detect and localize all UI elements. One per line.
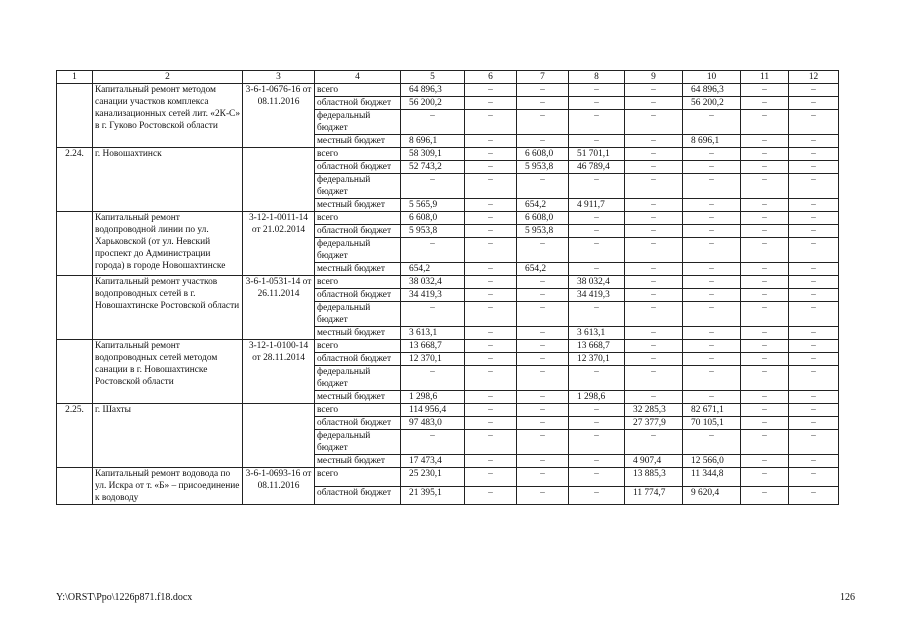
document-ref [243,148,315,212]
value-cell: – [789,289,839,302]
value-cell: 654,2 [517,199,569,212]
table-row [57,468,839,487]
value-cell: – [569,263,625,276]
value-cell: – [517,353,569,366]
value-cell: – [465,302,517,327]
value-cell: 4 907,4 [625,455,683,468]
value-cell: – [789,135,839,148]
value-cell: – [465,468,517,487]
funding-type: федеральный бюджет [315,174,401,199]
value-cell: – [569,455,625,468]
funding-type: местный бюджет [315,391,401,404]
value-cell: 654,2 [401,263,465,276]
value-cell: – [569,486,625,505]
funding-type: областной бюджет [315,353,401,366]
document-ref: 3-6-1-0676-16 от 08.11.2016 [243,84,315,148]
value-cell: – [741,353,789,366]
value-cell: 9 620,4 [683,486,741,505]
value-cell: – [741,417,789,430]
document-ref [243,404,315,468]
value-cell: – [465,455,517,468]
table-body [57,84,839,505]
value-cell: – [741,174,789,199]
value-cell: – [569,404,625,417]
value-cell: 3 613,1 [569,327,625,340]
funding-type: областной бюджет [315,225,401,238]
value-cell: – [569,97,625,110]
column-header: 12 [789,71,839,84]
value-cell: – [789,238,839,263]
value-cell: – [569,174,625,199]
value-cell: – [683,212,741,225]
value-cell: – [465,135,517,148]
value-cell: 13 885,3 [625,468,683,487]
funding-type: всего [315,84,401,97]
object-name: Капитальный ремонт водопроводной линии по ул. Харьковской (от ул. Невский проспект до Администрации города) в городе Новошахтинске [93,212,243,276]
value-cell: – [465,161,517,174]
value-cell: – [741,135,789,148]
value-cell: – [401,174,465,199]
value-cell: 51 701,1 [569,148,625,161]
value-cell: – [789,486,839,505]
value-cell: 12 370,1 [401,353,465,366]
value-cell: – [465,148,517,161]
value-cell: 34 419,3 [401,289,465,302]
value-cell: – [741,468,789,487]
value-cell: – [789,174,839,199]
value-cell: – [789,212,839,225]
value-cell: – [517,404,569,417]
value-cell: – [741,276,789,289]
funding-type: федеральный бюджет [315,430,401,455]
value-cell: – [517,174,569,199]
table-row [57,148,839,161]
value-cell: – [517,486,569,505]
value-cell: – [741,340,789,353]
value-cell: – [465,430,517,455]
value-cell: – [789,366,839,391]
column-header: 1 [57,71,93,84]
value-cell: 27 377,9 [625,417,683,430]
value-cell: – [517,417,569,430]
value-cell: – [465,212,517,225]
object-name: г. Шахты [93,404,243,468]
value-cell: – [789,327,839,340]
value-cell: – [517,366,569,391]
value-cell: 13 668,7 [569,340,625,353]
value-cell: – [401,366,465,391]
value-cell: – [625,366,683,391]
funding-type: всего [315,404,401,417]
funding-type: всего [315,468,401,487]
funding-type: областной бюджет [315,417,401,430]
value-cell: – [401,430,465,455]
value-cell: – [517,110,569,135]
value-cell: – [683,174,741,199]
funding-type: всего [315,212,401,225]
value-cell: – [741,148,789,161]
funding-type: местный бюджет [315,263,401,276]
value-cell: – [625,353,683,366]
funding-type: федеральный бюджет [315,302,401,327]
value-cell: 64 896,3 [401,84,465,97]
value-cell: 654,2 [517,263,569,276]
value-cell: – [789,353,839,366]
value-cell: 6 608,0 [401,212,465,225]
value-cell: – [625,327,683,340]
value-cell: – [741,212,789,225]
column-header: 11 [741,71,789,84]
funding-type: федеральный бюджет [315,110,401,135]
value-cell: – [683,148,741,161]
value-cell: – [465,289,517,302]
value-cell: – [741,430,789,455]
funding-type: всего [315,148,401,161]
value-cell: 25 230,1 [401,468,465,487]
value-cell: – [517,430,569,455]
value-cell: – [625,238,683,263]
value-cell: 4 911,7 [569,199,625,212]
value-cell: 5 953,8 [517,161,569,174]
value-cell: 6 608,0 [517,148,569,161]
value-cell: – [569,110,625,135]
value-cell: – [625,161,683,174]
value-cell: – [741,455,789,468]
value-cell: – [789,455,839,468]
value-cell: – [789,391,839,404]
value-cell: – [625,135,683,148]
value-cell: 64 896,3 [683,84,741,97]
value-cell: – [683,263,741,276]
funding-type: областной бюджет [315,161,401,174]
value-cell: – [683,302,741,327]
value-cell: – [625,263,683,276]
value-cell: – [789,110,839,135]
value-cell: 6 608,0 [517,212,569,225]
value-cell: – [789,302,839,327]
value-cell: – [517,289,569,302]
value-cell: – [569,417,625,430]
value-cell: – [625,225,683,238]
value-cell: – [789,417,839,430]
value-cell: 1 298,6 [401,391,465,404]
value-cell: – [625,391,683,404]
value-cell: – [683,353,741,366]
object-name: г. Новошахтинск [93,148,243,212]
document-ref: 3-6-1-0693-16 от 08.11.2016 [243,468,315,505]
value-cell: – [625,110,683,135]
value-cell: 5 953,8 [401,225,465,238]
value-cell: – [517,135,569,148]
value-cell: – [789,430,839,455]
value-cell: – [569,366,625,391]
value-cell: – [465,340,517,353]
value-cell: – [683,225,741,238]
funding-type: федеральный бюджет [315,238,401,263]
funding-type: областной бюджет [315,486,401,505]
value-cell: – [465,353,517,366]
object-name: Капитальный ремонт водовода по ул. Искра от т. «Б» – присоединение к водоводу [93,468,243,505]
value-cell: – [465,486,517,505]
value-cell: – [683,238,741,263]
value-cell: – [465,366,517,391]
value-cell: – [789,340,839,353]
value-cell: – [465,417,517,430]
row-number: 2.25. [57,404,93,468]
value-cell: – [625,340,683,353]
value-cell: – [569,135,625,148]
value-cell: – [741,302,789,327]
value-cell: – [465,84,517,97]
value-cell: – [465,174,517,199]
value-cell: – [517,455,569,468]
column-header: 4 [315,71,401,84]
value-cell: – [569,84,625,97]
column-header: 8 [569,71,625,84]
value-cell: – [741,238,789,263]
value-cell: – [465,199,517,212]
value-cell: – [625,302,683,327]
value-cell: – [683,161,741,174]
column-header: 9 [625,71,683,84]
value-cell: – [569,468,625,487]
funding-type: местный бюджет [315,455,401,468]
value-cell: 12 566,0 [683,455,741,468]
row-number [57,340,93,404]
value-cell: – [625,289,683,302]
page-number: 126 [840,592,855,603]
column-header: 5 [401,71,465,84]
value-cell: – [517,84,569,97]
value-cell: – [789,199,839,212]
table-row [57,404,839,417]
value-cell: 11 344,8 [683,468,741,487]
value-cell: – [741,366,789,391]
value-cell: – [465,276,517,289]
value-cell: – [683,110,741,135]
value-cell: – [517,276,569,289]
value-cell: 17 473,4 [401,455,465,468]
funding-type: всего [315,340,401,353]
table-row [57,212,839,225]
value-cell: – [789,276,839,289]
value-cell: – [517,391,569,404]
object-name: Капитальный ремонт участков водопроводных сетей в г. Новошахтинске Ростовской области [93,276,243,340]
column-header: 6 [465,71,517,84]
funding-type: местный бюджет [315,327,401,340]
object-name: Капитальный ремонт водопроводных сетей методом санации в г. Новошахтинске Ростовской области [93,340,243,404]
value-cell: – [683,199,741,212]
value-cell: 38 032,4 [569,276,625,289]
value-cell: – [683,391,741,404]
value-cell: 97 483,0 [401,417,465,430]
value-cell: 8 696,1 [683,135,741,148]
value-cell: – [625,430,683,455]
value-cell: 56 200,2 [683,97,741,110]
value-cell: – [741,225,789,238]
value-cell: – [465,327,517,340]
value-cell: – [789,468,839,487]
value-cell: 58 309,1 [401,148,465,161]
value-cell: – [465,110,517,135]
value-cell: – [465,391,517,404]
value-cell: 82 671,1 [683,404,741,417]
value-cell: – [517,340,569,353]
value-cell: 32 285,3 [625,404,683,417]
funding-type: федеральный бюджет [315,366,401,391]
value-cell: – [465,225,517,238]
column-header: 3 [243,71,315,84]
value-cell: – [741,97,789,110]
column-header: 10 [683,71,741,84]
value-cell: – [741,404,789,417]
file-path: Y:\ORST\Ppo\1226p871.f18.docx [56,592,193,603]
object-name: Капитальный ремонт методом санации участков комплекса канализационных сетей лит. «2К-С» в г. Гуково Ростовской области [93,84,243,148]
value-cell: – [625,276,683,289]
value-cell: – [517,468,569,487]
value-cell: – [683,340,741,353]
value-cell: – [401,238,465,263]
value-cell: – [741,289,789,302]
value-cell: 5 953,8 [517,225,569,238]
value-cell: – [569,238,625,263]
value-cell: 5 565,9 [401,199,465,212]
value-cell: – [625,97,683,110]
value-cell: – [741,84,789,97]
table-row [57,84,839,97]
column-header-row [57,71,839,84]
value-cell: – [683,276,741,289]
value-cell: – [789,84,839,97]
value-cell: – [569,430,625,455]
column-header: 2 [93,71,243,84]
value-cell: 52 743,2 [401,161,465,174]
value-cell: – [625,212,683,225]
value-cell: – [683,289,741,302]
value-cell: – [741,486,789,505]
row-number [57,276,93,340]
funding-type: местный бюджет [315,135,401,148]
value-cell: – [789,225,839,238]
value-cell: – [517,327,569,340]
value-cell: – [789,263,839,276]
value-cell: – [683,327,741,340]
value-cell: 1 298,6 [569,391,625,404]
document-ref: 3-6-1-0531-14 от 26.11.2014 [243,276,315,340]
document-ref: 3-12-1-0011-14 от 21.02.2014 [243,212,315,276]
value-cell: 70 105,1 [683,417,741,430]
value-cell: 13 668,7 [401,340,465,353]
value-cell: – [465,404,517,417]
value-cell: – [625,148,683,161]
value-cell: – [569,212,625,225]
value-cell: – [741,161,789,174]
value-cell: – [789,148,839,161]
value-cell: – [741,263,789,276]
table-row [57,276,839,289]
value-cell: 38 032,4 [401,276,465,289]
funding-type: областной бюджет [315,289,401,302]
value-cell: – [683,430,741,455]
table-row [57,340,839,353]
value-cell: – [569,302,625,327]
value-cell: – [401,302,465,327]
row-number: 2.24. [57,148,93,212]
value-cell: – [465,263,517,276]
value-cell: – [789,97,839,110]
value-cell: – [625,199,683,212]
value-cell: – [465,238,517,263]
value-cell: 114 956,4 [401,404,465,417]
row-number [57,84,93,148]
value-cell: – [465,97,517,110]
funding-type: местный бюджет [315,199,401,212]
budget-table [56,70,839,505]
value-cell: 3 613,1 [401,327,465,340]
value-cell: – [517,238,569,263]
value-cell: – [625,84,683,97]
value-cell: – [625,174,683,199]
value-cell: – [741,199,789,212]
value-cell: – [789,161,839,174]
value-cell: 34 419,3 [569,289,625,302]
column-header: 7 [517,71,569,84]
value-cell: 11 774,7 [625,486,683,505]
row-number [57,212,93,276]
value-cell: – [741,110,789,135]
value-cell: – [683,366,741,391]
value-cell: – [401,110,465,135]
value-cell: 46 789,4 [569,161,625,174]
funding-type: областной бюджет [315,97,401,110]
value-cell: 21 395,1 [401,486,465,505]
value-cell: – [517,302,569,327]
value-cell: – [789,404,839,417]
value-cell: – [517,97,569,110]
value-cell: 12 370,1 [569,353,625,366]
value-cell: – [741,391,789,404]
value-cell: 56 200,2 [401,97,465,110]
value-cell: 8 696,1 [401,135,465,148]
value-cell: – [569,225,625,238]
value-cell: – [741,327,789,340]
document-ref: 3-12-1-0100-14 от 28.11.2014 [243,340,315,404]
funding-type: всего [315,276,401,289]
row-number [57,468,93,505]
